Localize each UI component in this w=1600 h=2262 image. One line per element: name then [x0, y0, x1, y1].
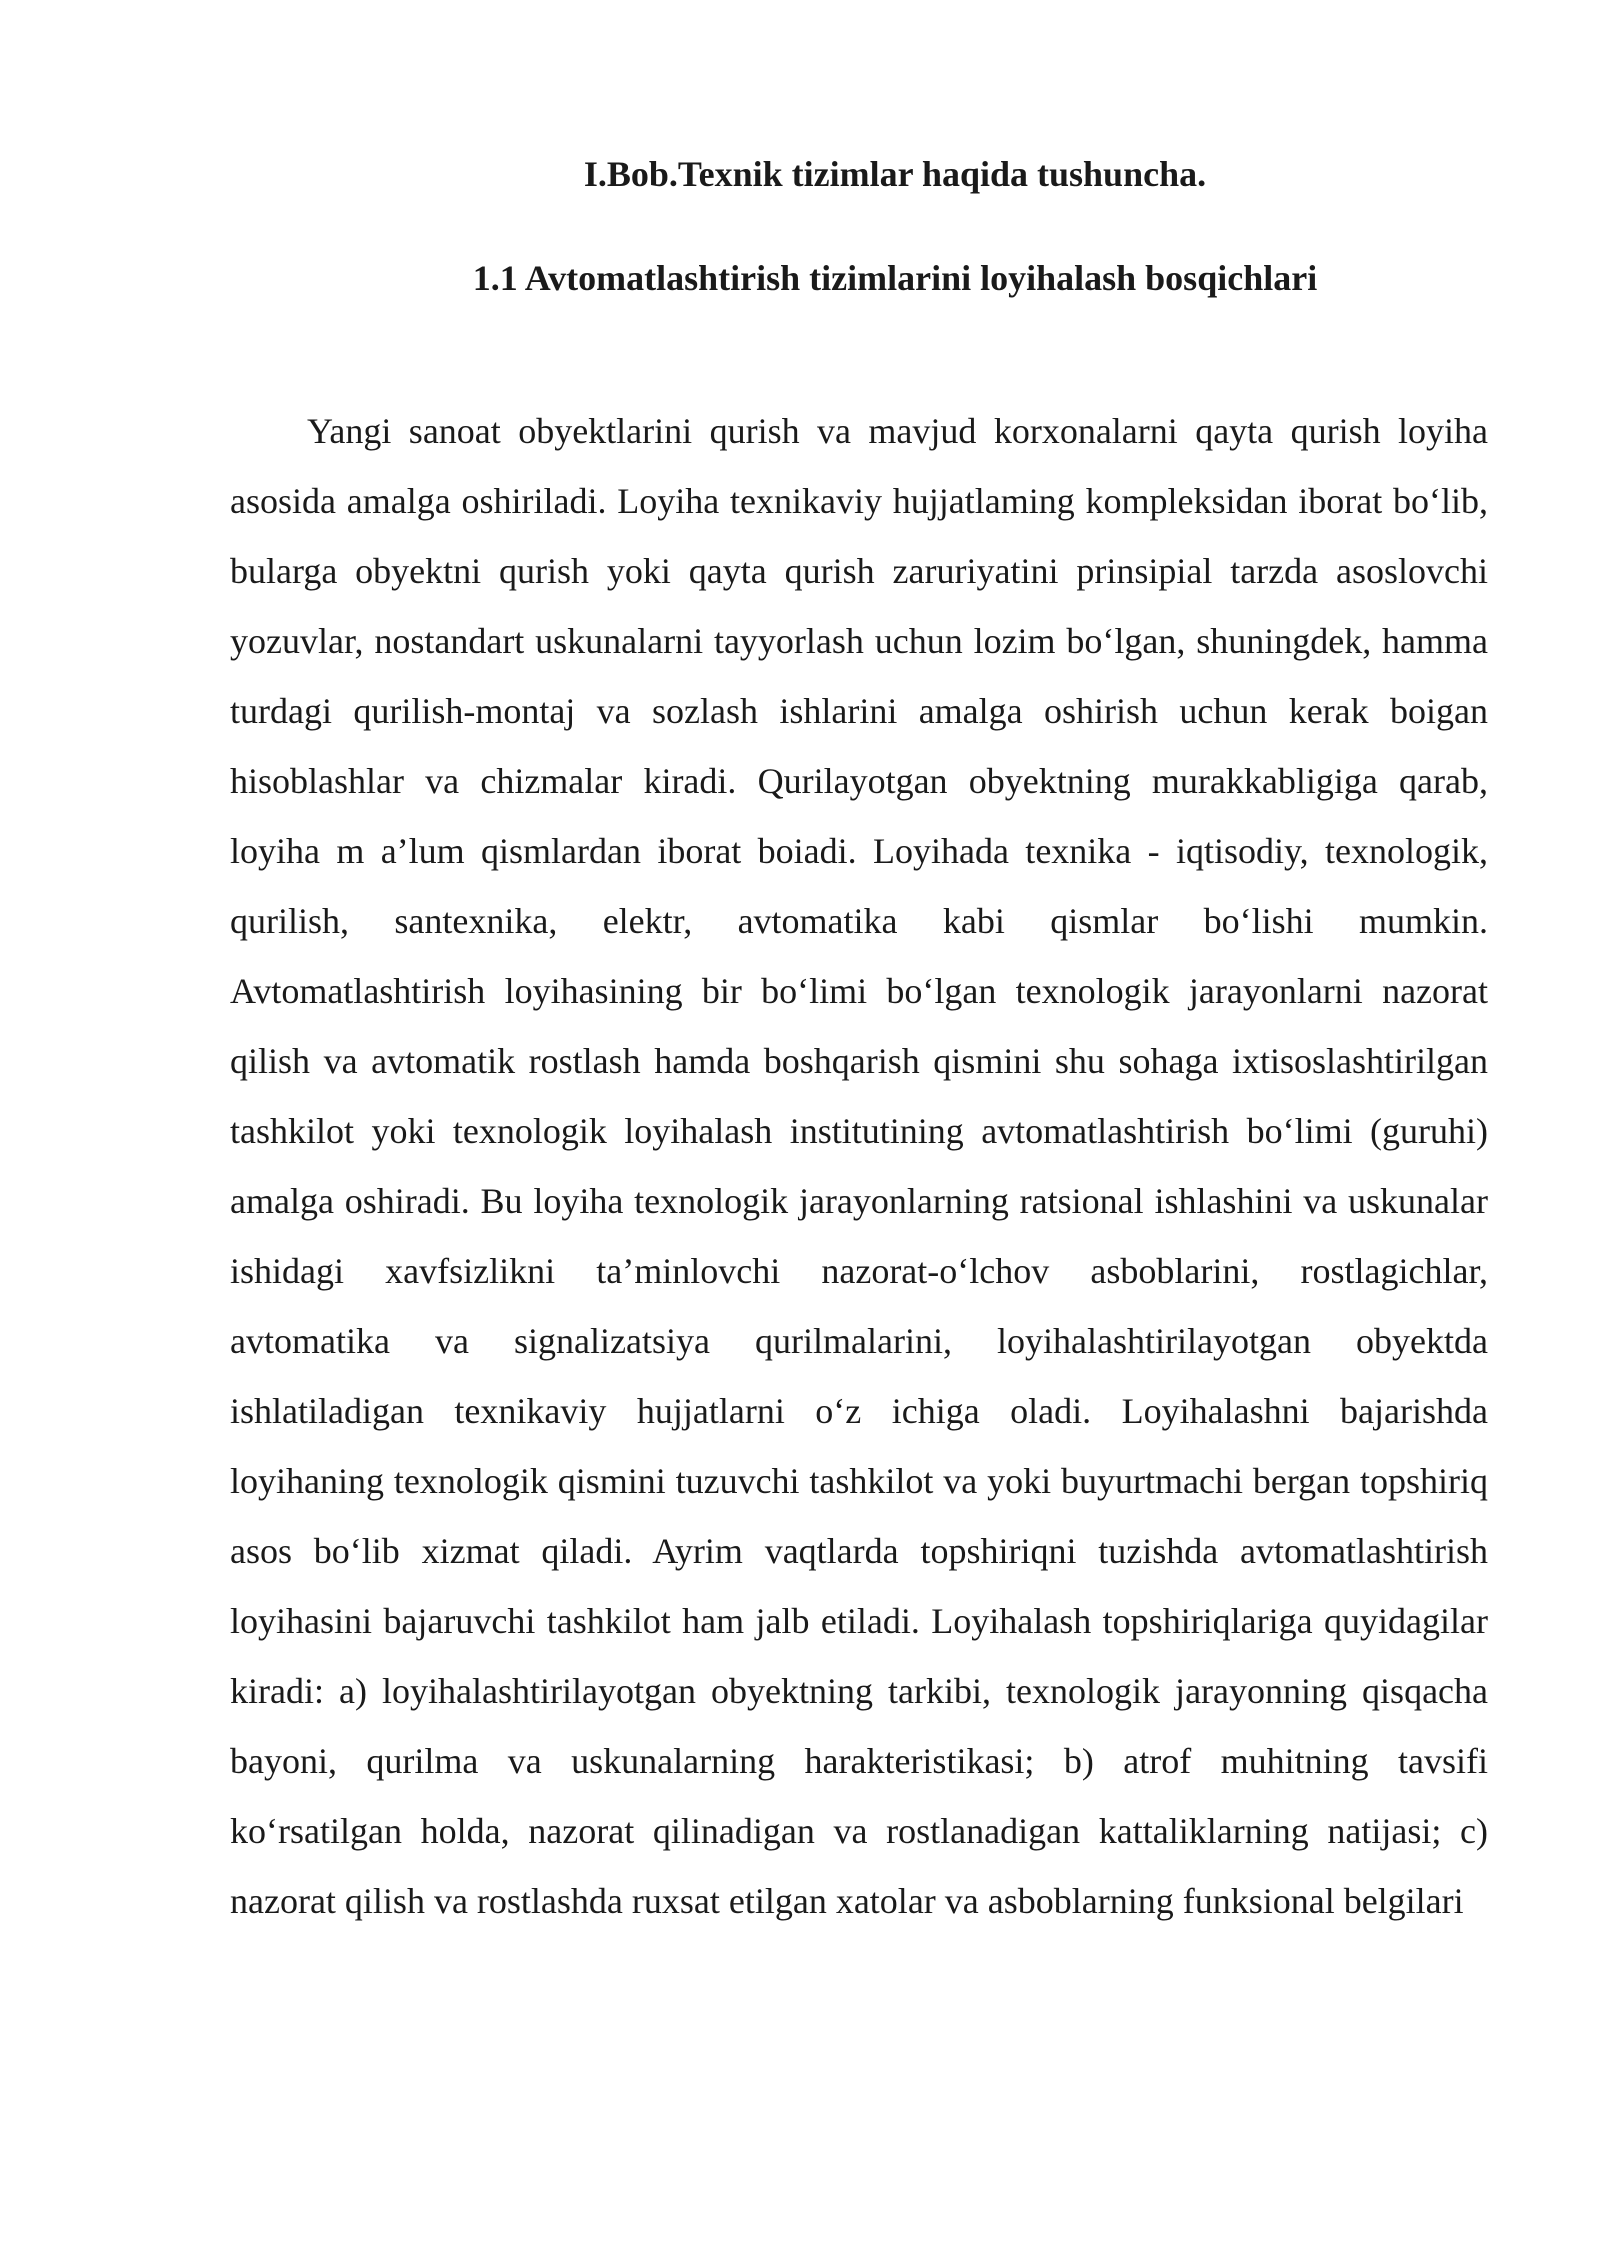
section-title: 1.1 Avtomatlashtirish tizimlarini loyihalash bosqichlari — [472, 258, 1318, 298]
body-paragraph: Yangi sanoat obyektlarini qurish va mavjud korxonalarni qayta qurish loyiha asosida amalga oshiriladi. Loyiha texnikaviy hujjatlaming kompleksidan iborat bo‘lib, bularga obyektni qurish yoki qayta qurish zaruriyatini prinsipial tarzda asoslovchi yozuvlar, nostandart uskunalarni tayyorlash uchun lozim bo‘lgan, shuningdek, hamma turdagi qurilish-montaj va sozlash ishlarini amalga oshirish uchun kerak boigan hisoblashlar va chizmalar kiradi. Qurilayotgan obyektning murakkabligiga qarab, loyiha m a’lum qismlardan iborat boiadi. Loyihada texnika - iqtisodiy, texnologik, qurilish, santexnika, elektr, avtomatika kabi qismlar bo‘lishi mumkin. Avtomatlashtirish loyihasining bir bo‘limi bo‘lgan texnologik jarayonlarni nazorat qilish va avtomatik rostlash hamda boshqarish qismini shu sohaga ixtisoslashtirilgan tashkilot yoki texnologik loyihalash institutining avtomatlashtirish bo‘limi (guruhi) amalga oshiradi. Bu loyiha texnologik jarayonlarning ratsional ishlashini va uskunalar ishidagi xavfsizlikni ta’minlovchi nazorat-o‘lchov asboblarini, rostlagichlar, avtomatika va signalizatsiya qurilmalarini, loyihalashtirilayotgan obyektda ishlatiladigan texnikaviy hujjatlarni o‘z ichiga oladi. Loyihalashni bajarishda loyihaning texnologik qismini tuzuvchi tashkilot va yoki buyurtmachi bergan topshiriq asos bo‘lib xizmat qiladi. Ayrim vaqtlarda topshiriqni tuzishda avtomatlashtirish loyihasini bajaruvchi tashkilot ham jalb etiladi. Loyihalash topshiriqlariga quyidagilar kiradi: a) loyihalashtirilayotgan obyektning tarkibi, texnologik jarayonning qisqacha bayoni, qurilma va uskunalarning harakteristikasi; b) atrof muhitning tavsifi ko‘rsatilgan holda, nazorat qilinadigan va rostlanadigan kattaliklarning natijasi; c) nazorat qilish va rostlashda ruxsat etilgan xatolar va asboblarning funksional belgilari — [230, 411, 1488, 1921]
chapter-title: I.Bob.Texnik tizimlar haqida tushuncha. — [583, 154, 1207, 194]
